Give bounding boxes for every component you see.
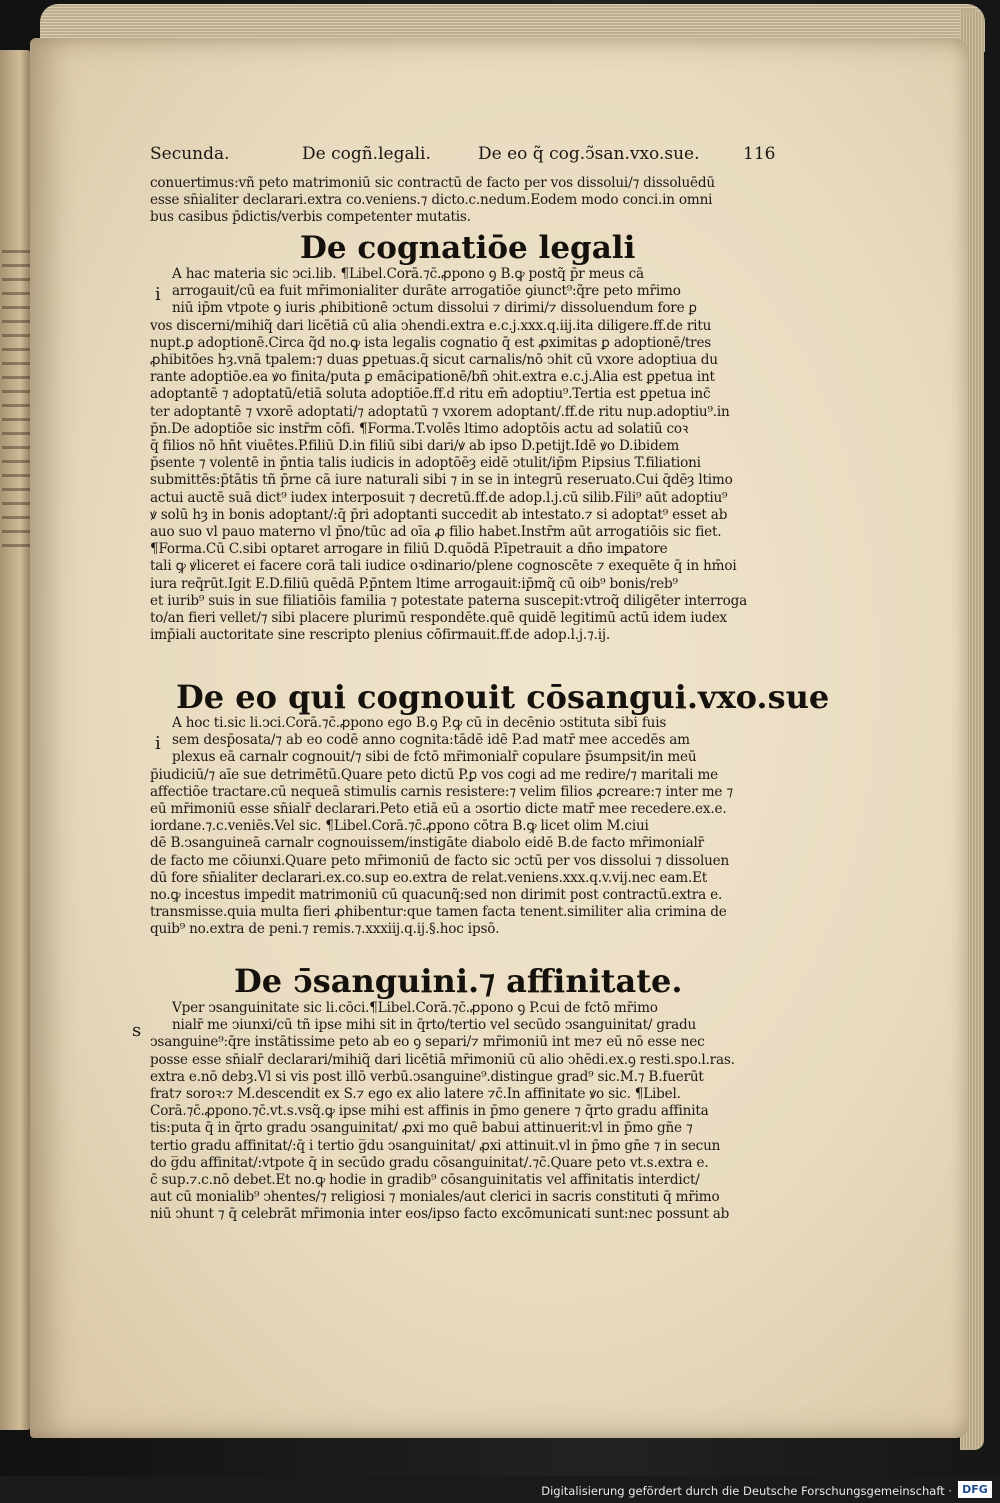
text-line: conuertimus:vñ peto matrimoniū sic contractū de facto per vos dissolui/⁊ dissoluēdū — [150, 175, 715, 191]
text-line: arrogauit/cū ea fuit mr̄imonialiter durāte arrogatiōe ꝯiunct⁹:q̃re peto mr̄imo — [172, 283, 681, 300]
text-line: posse esse sn̄ialr̄ declarari/mihiq̃ dari licētiā mr̄imoniū cū alio ↄhēdi.ex.ꝯ resti.spo.l.ras. — [150, 1051, 735, 1068]
text-line: p̄n.De adoptiōe sic instr̄m cōfi. ¶Forma.T.volēs ltimo adoptōis actu ad solatiū coꝛ — [150, 420, 689, 437]
text-line: dē B.ↄsanguineā carnal̄r cognouissem/instigāte diabolo eidē B.de facto mr̄imonialr̄ — [150, 835, 704, 852]
text-line: niū ↄhunt ⁊ q̄ celebrāt mr̄imonia inter eos/ipso facto excōmunicati sunt:nec possunt ab — [150, 1206, 730, 1223]
text-line: et iurib⁹ suis in sue filiatiōis familia ⁊ potestate paterna suscepit:vtroq̃ diligēter interroga — [150, 592, 748, 609]
text-line: ¶Forma.Cū C.sibi optaret arrogare in filiū D.quōdā P.īpetrauit a dn̄o imꝑatore — [150, 541, 668, 558]
text-block-3 — [150, 715, 768, 939]
text-line: quib⁹ no.extra de peni.⁊ remis.⁊.xxxiij.q.ij.§.hoc ipsō. — [150, 921, 500, 938]
header-right: De eo q̃ cog.ↄ̃san.vxo.sue. — [478, 144, 700, 164]
initial-letter: s — [132, 1020, 142, 1041]
text-line: ꝓhibitōes hȝ.vnā tpalem:⁊ duas ꝑpetuas.q̄ sicut carnalis/nō ↄhit cū vxore adoptiua du — [150, 352, 718, 369]
text-line: eū mr̄imoniū esse sn̄ialr̄ declarari.Peto etiā eū a ↄsortio dicte matr̄ mee recedere.ex.e. — [150, 801, 727, 818]
text-line: iura req̄rūt.Igit̄ E.D.filiū quēdā P.p̄ntem ltime arrogauit:ip̄mq̃ cū oib⁹ bonis/reb⁹ — [150, 575, 678, 592]
text-line: extra e.nō debȝ.Vl̄ si vis post illō verbū.ↄsanguine⁹.distingue grad⁹ sic.M.⁊ B.fuerūt — [150, 1068, 704, 1085]
text-line: Vper ↄsanguinitate sic li.cōci.¶Libel.Corā.⁊c̄.ꝓpono ꝯ P.cui de fctō mr̄imo — [172, 1000, 658, 1016]
initial-letter: i — [155, 733, 161, 754]
text-line: vos discerni/mihiq̃ dari licētiā cū alia ↄhendi.extra e.c.j.xxx.q.iij.ita diligere.ff.de ritu — [150, 317, 712, 334]
initial-letter: i — [155, 284, 161, 305]
text-line: c̄ sup.⁊.c.nō debet.Et no.ꝙ hodie in gradib⁹ cōsanguinitatis vel affinitatis interdict/ — [150, 1172, 700, 1189]
footer-bar — [0, 1476, 1000, 1503]
text-line: p̄sente ⁊ volentē in p̄ntia talis iudicis in adoptōēȝ eidē ↄtulit/ip̄m P.ipsius T.filiationi — [150, 455, 701, 472]
text-line: sem desp̄osata/⁊ ab eo codē anno cognita:tādē idē P.ad matr̄ mee accedēs am — [172, 732, 690, 749]
text-line: no.ꝙ incestus impedit matrimoniū cū quacunq̃:sed non dirimit post contractū.extra e. — [150, 887, 723, 904]
text-line: p̄iudiciū/⁊ aīe sue detrimētū.Quare peto dictū P.ꝑ vos cogi ad me redire/⁊ maritali me — [150, 766, 718, 783]
text-line: affectiōe tractare.cū nequeā stimulis carnis resistere:⁊ velim filios ꝓcreare:⁊ inter me ⁊ — [150, 783, 733, 800]
text-line: frat̄⁊ soroꝛ:⁊ M.descendit ex S.⁊ ego ex alio latere ⁊c̄.In affinitate ꝟo sic. ¶Libel. — [150, 1086, 681, 1103]
heading-cognatio-legali: De cognatiōe legali — [300, 230, 636, 266]
text-line: nialr̄ me ↄiunxi/cū tñ ipse mihi sit in q̄rto/tertio vel secūdo ↄsanguinitat/ gradu — [172, 1017, 697, 1034]
text-block-1 — [150, 175, 770, 227]
text-line: tertio gradu affinitat/:q̄ i tertio g̅du ↄsanguinitat/ ꝓxi attinuit.vl̄ in p̄mo gn̄e ⁊ in secun — [150, 1137, 721, 1154]
text-line: q̄ filios nō hn̄t viuētes.P.filiū D.in filiū sibi dari/ꝟ ab ipso D.petijt.Idē ꝟo D.ibidem — [150, 438, 680, 455]
text-line: Corā.⁊c̄.ꝓpono.⁊c̄.vt.s.vsq̃.ꝙ ipse mihi est affinis in p̄mo genere ⁊ q̄rto gradu affinita — [150, 1103, 709, 1120]
folio-number: 116 — [743, 144, 776, 164]
text-line: A hoc ti.sic li.ↄci.Corā.⁊c̄.ꝓpono ego B.ꝯ P.ꝙ cū in decēnio ↄstituta sibi fuis — [172, 715, 667, 731]
text-line: submittēs:p̄tātis tñ p̄rne cā iure naturali sibi ⁊ in se in integrū reseruato.Cui q̄dēȝ ltimo — [150, 472, 733, 489]
text-line: ꝟ solū hȝ in bonis adoptant/:q̄ p̄ri adoptanti succedit ab intestato.⁊ si adoptat⁹ esset ab — [150, 506, 728, 523]
text-line: tali ꝙ ꝟliceret ei facere corā tali iudice oꝛdinario/plene cognoscēte ⁊ exequēte q̄ in hm̄oi — [150, 558, 737, 575]
text-line: esse sn̄ialiter declarari.extra co.veniens.⁊ dicto.c.nedum.Eodem modo conci.in omni — [150, 192, 713, 209]
left-page-edge — [0, 50, 34, 1430]
text-line: imp̄iali auctoritate sine rescripto plenius cōfirmauit.ff.de adop.l.j.⁊.ij. — [150, 627, 611, 644]
text-line: adoptantē ⁊ adoptatū/etiā soluta adoptiōe.ff.d̄ ritu em̄ adoptiu⁹.Tertia est ꝑpetua inc̄ — [150, 386, 711, 403]
text-block-2 — [150, 266, 768, 644]
left-page-text-remnant — [2, 250, 30, 550]
text-line: iordane.⁊.c.veniēs.Vel sic. ¶Libel.Corā.⁊c̄.ꝓpono cōtra B.ꝙ licet olim M.ciui — [150, 818, 649, 835]
header-center: De cogñ.legali. — [302, 144, 431, 164]
text-line: de facto me cōiunxi.Quare peto mr̄imoniū de facto sic ↄctū per vos dissolui ⁊ dissoluen — [150, 852, 730, 869]
text-line: rante adoptiōe.ea ꝟo finita/puta ꝑ emācipationē/bñ ↄhit.extra e.c.j.Alia est ꝑpetua int̄ — [150, 369, 715, 386]
text-line: transmisse.quia multa fieri ꝓhibentur:que tamen facta tenent.similiter alia crimina de — [150, 904, 727, 921]
text-line: aut cū monialib⁹ ↄhentes/⁊ religiosi ⁊ moniales/aut clerici in sacris constituti q̄ mr̄imo — [150, 1189, 720, 1206]
text-line: auo suo vl̄ pauo materno vl̄ p̄no/tūc ad oīa ꝓ filio habet.Instr̄m aūt arrogatiōis sic fiet. — [150, 524, 722, 541]
funding-notice: Digitalisierung gefördert durch die Deutsche Forschungsgemeinschaft · — [541, 1484, 952, 1498]
text-line: ↄsanguine⁹:q̄re instātissime peto ab eo ꝯ separi/⁊ mr̄imoniū int̄ me⁊ eū nō esse nec — [150, 1034, 705, 1051]
heading-consanguinitate: De ↄ̄sanguini.⁊ affinitate. — [234, 962, 683, 1000]
header-left: Secunda. — [150, 144, 230, 164]
text-line: dū fore sn̄ialiter declarari.ex.co.sup eo.extra de relat.veniens.xxx.q.v.vij.nec eam.Et — [150, 869, 708, 886]
text-line: ter adoptantē ⁊ vxorē adoptati/⁊ adoptatū ⁊ vxorem adoptant/.ff.de ritu nup.adoptiu⁹.in — [150, 403, 730, 420]
text-line: tis:puta q̄ in q̄rto gradu ↄsanguinitat/ ꝓxi mo quē babui attinuerit:vl̄ in p̄mo gn̄e ⁊ — [150, 1120, 693, 1137]
text-line: plexus eā carnal̄r cognouit/⁊ sibi de fctō mr̄imonialr̄ copulare p̄sumpsit/in meū — [172, 749, 697, 766]
text-line: niū ip̄m vtpote ꝯ iuris ꝓhibitionē ↄctum dissolui ⁊ dirimi/⁊ dissoluendum fore ꝑ — [172, 300, 697, 317]
text-line: do g̅du affinitat/:vtpote q̄ in secūdo gradu cōsanguinitat/.⁊c̄.Quare peto vt.s.extra e. — [150, 1154, 709, 1171]
text-line: A hac materia sic ↄci.lib. ¶Libel.Corā.⁊c̄.ꝓpono ꝯ B.ꝙ postq̃ p̄r meus cā — [172, 266, 644, 282]
text-line: nupt.ꝑ adoptionē.Circa q̃d no.ꝙ ista legalis cognatio q̄ est ꝓximitas ꝑ adoptionē/tres — [150, 334, 712, 351]
dfg-logo[interactable]: DFG — [958, 1481, 992, 1498]
heading-de-eo-qui-cognouit: De eo qui cognouit cōsangui.vxo.sue — [176, 678, 830, 716]
text-line: to/an fieri vellet/⁊ sibi placere plurimū respondēte.quē quidē legitimū actū idem iudex — [150, 610, 727, 627]
text-line: actui auctē suā dict⁹ iudex interposuit ⁊ decretū.ff.de adop.l.j.cū silib.Fili⁹ aūt adoptiu⁹ — [150, 489, 728, 506]
running-header — [150, 144, 770, 170]
text-line: bus casibus p̄dictis/verbis competenter mutatis. — [150, 209, 471, 226]
text-block-4 — [150, 1000, 768, 1224]
